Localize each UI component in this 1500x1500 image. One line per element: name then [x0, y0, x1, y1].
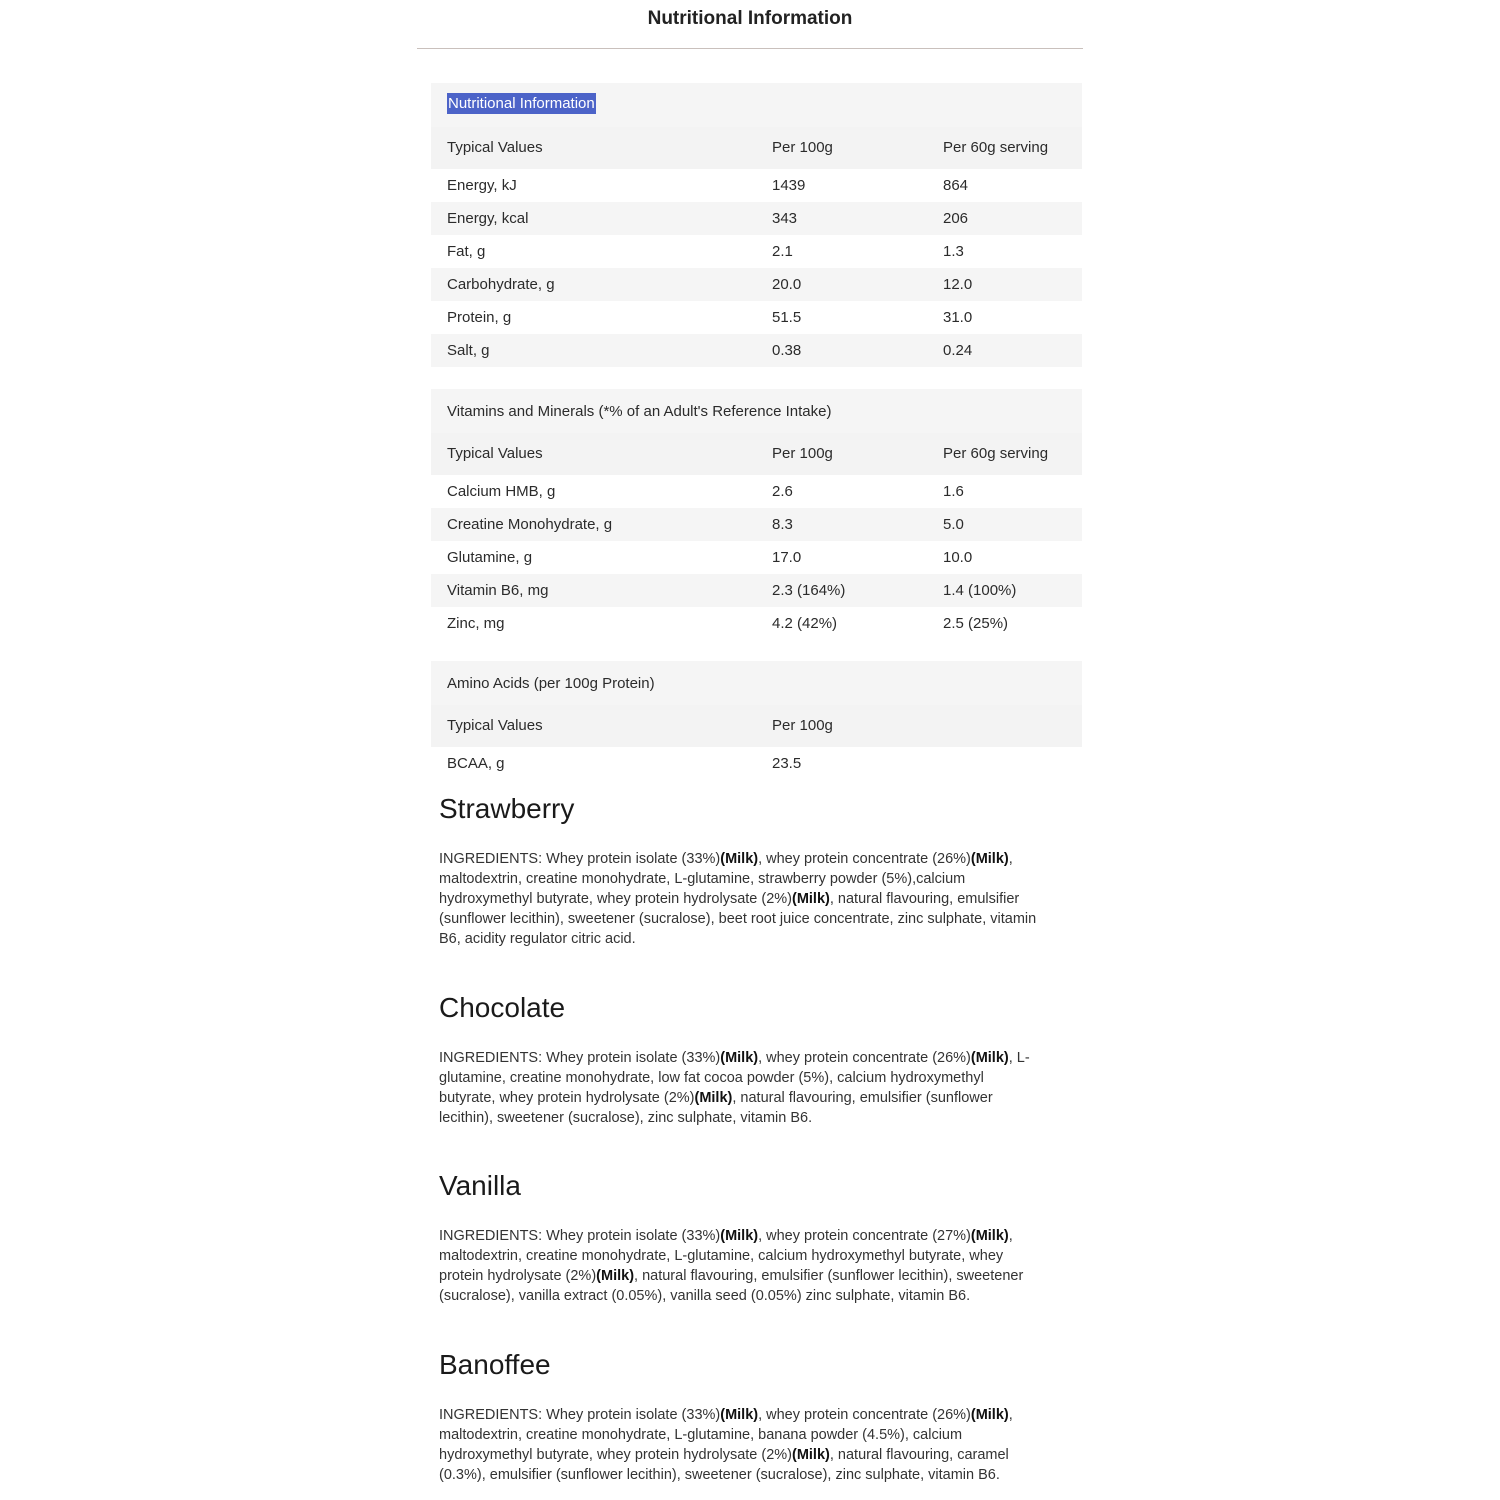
ingredients-line	[439, 1246, 1083, 1266]
row-label: Calcium HMB, g	[447, 483, 556, 500]
row-label: Salt, g	[447, 342, 490, 359]
ingredients-segment: INGREDIENTS: Whey protein isolate (33%)	[439, 851, 721, 867]
ingredients-line	[439, 1445, 1083, 1465]
row-value-per-100g: 2.1	[772, 243, 793, 260]
table-row	[431, 235, 1082, 268]
allergen-highlight: (Milk)	[720, 851, 759, 867]
table-header-row	[431, 433, 1082, 475]
ingredients-line	[439, 1266, 1083, 1286]
row-value-per-serving: 1.3	[943, 243, 964, 260]
nutrition-table	[431, 83, 1082, 367]
ingredients-segment: INGREDIENTS: Whey protein isolate (33%)	[439, 1050, 721, 1066]
ingredients-line	[439, 1088, 1083, 1108]
row-value-per-100g: 1439	[772, 177, 806, 194]
allergen-highlight: (Milk)	[792, 891, 830, 907]
ingredients-segment: hydroxymethyl butyrate, whey protein hydrolysate (2%)	[439, 1447, 792, 1463]
row-label: Energy, kJ	[447, 177, 517, 194]
ingredients-segment: ,	[1008, 1407, 1013, 1423]
header-cell: Typical Values	[447, 717, 543, 734]
ingredients-segment: ,	[1008, 1228, 1013, 1244]
row-value-per-100g: 2.6	[772, 483, 793, 500]
allergen-highlight: (Milk)	[970, 1407, 1009, 1423]
row-value-per-100g: 343	[772, 210, 798, 227]
table-row	[431, 268, 1082, 301]
amino-title-row	[431, 661, 1082, 705]
ingredients-text	[439, 1405, 1083, 1485]
header-cell: Per 100g	[772, 717, 833, 734]
row-value-per-serving: 206	[943, 210, 969, 227]
row-value-per-100g: 8.3	[772, 516, 793, 533]
allergen-highlight: (Milk)	[970, 1228, 1009, 1244]
table-row	[431, 574, 1082, 607]
flavour-heading: Vanilla	[439, 1170, 521, 1201]
ingredients-segment: protein hydrolysate (2%)	[439, 1268, 597, 1284]
table-header-row	[431, 705, 1082, 747]
ingredients-line	[439, 1226, 1083, 1246]
ingredients-segment: , whey protein concentrate (26%)	[758, 851, 971, 867]
ingredients-line	[439, 1068, 1083, 1088]
table-header-row	[431, 127, 1082, 169]
ingredients-line	[439, 1425, 1083, 1445]
ingredients-line	[439, 889, 1083, 909]
header-cell: Typical Values	[447, 445, 543, 462]
row-value-per-100g: 2.3 (164%)	[772, 582, 846, 599]
ingredients-segment: , natural flavouring, caramel	[829, 1447, 1009, 1463]
row-value-per-100g: 17.0	[772, 549, 802, 566]
flavour-banoffee	[439, 1349, 1083, 1485]
header-cell: Per 100g	[772, 445, 833, 462]
allergen-highlight: (Milk)	[694, 1090, 733, 1106]
vitamins-table	[431, 389, 1082, 640]
table-row	[431, 607, 1082, 640]
ingredients-segment: B6, acidity regulator citric acid.	[439, 931, 636, 947]
row-label: Fat, g	[447, 243, 486, 260]
header-cell: Per 100g	[772, 139, 833, 156]
row-label: Carbohydrate, g	[447, 276, 555, 293]
ingredients-segment: maltodextrin, creatine monohydrate, L-glutamine, banana powder (4.5%), calcium	[439, 1427, 963, 1443]
ingredients-segment: maltodextrin, creatine monohydrate, L-glutamine, calcium hydroxymethyl butyrate, whey	[439, 1248, 1004, 1264]
flavour-heading: Chocolate	[439, 992, 566, 1023]
ingredients-segment: INGREDIENTS: Whey protein isolate (33%)	[439, 1228, 721, 1244]
table-row	[431, 334, 1082, 367]
allergen-highlight: (Milk)	[720, 1228, 759, 1244]
ingredients-segment: , whey protein concentrate (26%)	[758, 1050, 971, 1066]
vitamins-section-title: Vitamins and Minerals (*% of an Adult's Reference Intake)	[447, 403, 832, 420]
ingredients-segment: , whey protein concentrate (26%)	[758, 1407, 971, 1423]
row-value-per-serving: 10.0	[943, 549, 973, 566]
row-label: Vitamin B6, mg	[447, 582, 549, 599]
row-label: Creatine Monohydrate, g	[447, 516, 613, 533]
table-row	[431, 169, 1082, 202]
amino-section-title: Amino Acids (per 100g Protein)	[447, 675, 655, 692]
row-value-per-100g: 0.38	[772, 342, 802, 359]
header-cell: Per 60g serving	[943, 139, 1049, 156]
flavour-chocolate	[439, 992, 1083, 1128]
ingredients-line	[439, 1286, 1083, 1306]
ingredients-segment: , natural flavouring, emulsifier (sunflower lecithin), sweetener	[634, 1268, 1024, 1284]
ingredients-line	[439, 929, 1083, 949]
row-value-per-serving: 12.0	[943, 276, 973, 293]
nutrition-section-title[interactable]: Nutritional Information	[448, 95, 595, 112]
header-cell: Per 60g serving	[943, 445, 1049, 462]
ingredients-text	[439, 1048, 1083, 1128]
ingredients-text	[439, 849, 1083, 949]
row-value-per-serving: 864	[943, 177, 969, 194]
row-value-per-100g: 4.2 (42%)	[772, 615, 838, 632]
ingredients-segment: (sucralose), vanilla extract (0.05%), vanilla seed (0.05%) zinc sulphate, vitamin B6.	[439, 1288, 971, 1304]
ingredients-line	[439, 909, 1083, 929]
row-value-per-serving: 31.0	[943, 309, 973, 326]
ingredients-segment: (0.3%), emulsifier (sunflower lecithin), sweetener (sucralose), zinc sulphate, vitamin B6.	[439, 1467, 1000, 1483]
row-value-per-100g: 20.0	[772, 276, 802, 293]
allergen-highlight: (Milk)	[720, 1050, 759, 1066]
allergen-highlight: (Milk)	[792, 1447, 830, 1463]
row-label: Glutamine, g	[447, 549, 533, 566]
vitamins-title-row	[431, 389, 1082, 433]
ingredients-segment: (sunflower lecithin), sweetener (sucralose), beet root juice concentrate, zinc sulphate, vitamin	[439, 911, 1037, 927]
header-cell: Typical Values	[447, 139, 543, 156]
ingredients-segment: ,	[1008, 851, 1013, 867]
table-row	[431, 541, 1082, 574]
ingredients-segment: , natural flavouring, emulsifier (sunflower	[732, 1090, 993, 1106]
ingredients-segment: , L-	[1008, 1050, 1030, 1066]
amino-table	[431, 661, 1082, 780]
row-label: Protein, g	[447, 309, 512, 326]
page-title: Nutritional Information	[647, 8, 853, 29]
ingredients-segment: maltodextrin, creatine monohydrate, L-glutamine, strawberry powder (5%),calcium	[439, 871, 966, 887]
flavour-heading: Banoffee	[439, 1349, 551, 1380]
flavour-heading: Strawberry	[439, 793, 575, 824]
row-label: Zinc, mg	[447, 615, 505, 632]
row-value-per-100g: 51.5	[772, 309, 802, 326]
row-label: Energy, kcal	[447, 210, 529, 227]
row-value-per-serving: 0.24	[943, 342, 973, 359]
ingredients-line	[439, 1048, 1083, 1068]
ingredients-segment: , whey protein concentrate (27%)	[758, 1228, 971, 1244]
ingredients-line	[439, 1108, 1083, 1128]
ingredients-segment: glutamine, creatine monohydrate, low fat cocoa powder (5%), calcium hydroxymethyl	[439, 1070, 984, 1086]
row-value-per-serving: 1.4 (100%)	[943, 582, 1017, 599]
allergen-highlight: (Milk)	[970, 851, 1009, 867]
row-value-per-serving: 2.5 (25%)	[943, 615, 1009, 632]
row-label: BCAA, g	[447, 755, 505, 772]
row-value-per-serving: 5.0	[943, 516, 964, 533]
table-row	[431, 475, 1082, 508]
page-header	[417, 0, 1083, 49]
table-row	[431, 202, 1082, 235]
table-row	[431, 747, 1082, 780]
allergen-highlight: (Milk)	[970, 1050, 1009, 1066]
ingredients-text	[439, 1226, 1083, 1306]
table-row	[431, 301, 1082, 334]
flavour-strawberry	[439, 793, 1083, 949]
ingredients-line	[439, 1405, 1083, 1425]
row-value-per-serving: 1.6	[943, 483, 964, 500]
ingredients-segment: , natural flavouring, emulsifier	[829, 891, 1020, 907]
ingredients-segment: INGREDIENTS: Whey protein isolate (33%)	[439, 1407, 721, 1423]
row-value-per-100g: 23.5	[772, 755, 802, 772]
ingredients-line	[439, 849, 1083, 869]
ingredients-segment: lecithin), sweetener (sucralose), zinc sulphate, vitamin B6.	[439, 1110, 813, 1126]
flavour-vanilla	[439, 1170, 1083, 1306]
nutrition-title-row	[431, 83, 1082, 127]
ingredients-segment: butyrate, whey protein hydrolysate (2%)	[439, 1090, 695, 1106]
allergen-highlight: (Milk)	[720, 1407, 759, 1423]
ingredients-segment: hydroxymethyl butyrate, whey protein hydrolysate (2%)	[439, 891, 792, 907]
ingredients-line	[439, 1465, 1083, 1485]
ingredients-line	[439, 869, 1083, 889]
table-row	[431, 508, 1082, 541]
allergen-highlight: (Milk)	[596, 1268, 635, 1284]
